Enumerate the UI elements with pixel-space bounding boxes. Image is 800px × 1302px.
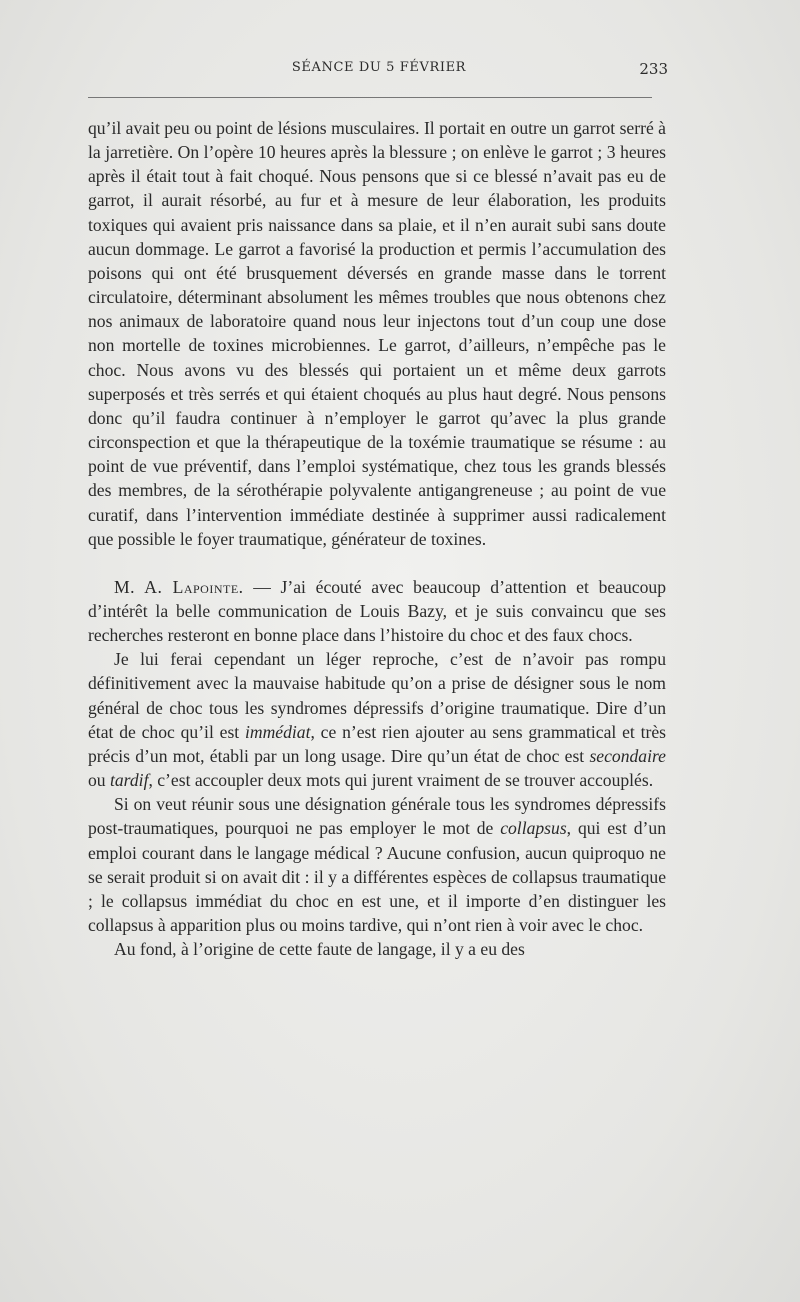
emphasis: immédiat <box>244 721 311 742</box>
speaker-name: M. A. Lapointe. <box>114 576 244 597</box>
paragraph-continuation: qu’il avait peu ou point de lésions musculaires. Il portait en outre un garrot serré à la jarretière. On l’opère 10 heures après la blessure ; on enlève le garrot ; 3 heures après il était tout à fait choqué. Nous pensons que si ce blessé n’avait pas eu de garrot, il aurait résorbé, au fur et à mesure de leur élaboration, les produits toxiques qui avaient pris naissance dans sa plaie, et il n’en aurait subi sans doute aucun dommage. Le garrot a favorisé la production et permis l’accumulation des poisons qui ont été brusquement déversés en grande masse dans le torrent circulatoire, déterminant absolument les mêmes troubles que nous obtenons chez nos animaux de laboratoire quand nous leur injectons tout d’un coup une dose non mortelle de toxines microbiennes. Le garrot, d’ailleurs, n’empêche pas le choc. Nous avons vu des blessés qui portaient un et même deux garrots superposés et très serrés et qui étaient choqués au plus haut degré. Nous pensons donc qu’il faudra continuer à n’employer le garrot qu’avec la plus grande circonspection et que la thérapeutique de la toxémie traumatique se résume : au point de vue préventif, dans l’emploi systématique, chez tous les grands blessés des membres, de la sérothérapie polyvalente antigangreneuse ; au point de vue curatif, dans l’intervention immédiate destinée à supprimer aussi radicalement que possible le foyer traumatique, générateur de toxines. <box>88 118 666 549</box>
paragraph-lapointe <box>88 575 666 647</box>
emphasis: collapsus <box>500 818 567 839</box>
paragraph-text: — J’ai écouté avec beaucoup d’attention et beaucoup d’intérêt la belle communication de Louis Bazy, et je suis convaincu que ses recherches resteront en bonne place dans l’histoire du choc et des faux chocs. <box>88 576 666 646</box>
emphasis: tardif <box>110 770 149 791</box>
paragraph-text: , c’est accoupler deux mots qui jurent vraiment de se trouver accouplés. <box>148 770 654 791</box>
emphasis: secondaire <box>589 745 666 766</box>
paragraph-text: ou <box>88 770 110 791</box>
paragraph-reproche <box>88 647 666 792</box>
body-text <box>88 116 666 961</box>
page-number: 233 <box>639 60 668 78</box>
paragraph-text: Je lui ferai cependant un léger reproche, c’est de n’avoir pas rompu définitivement avec la mauvaise habitude qu’on a prise de désigner sous le nom général de choc tous les syndromes dépressifs d’origine traumatique. Dire d’un état de choc qu’il est <box>88 649 666 742</box>
paragraph-collapsus <box>88 792 666 937</box>
paragraph-text: Si on veut réunir sous une désignation générale tous les syndromes dépressifs post-traumatiques, pourquoi ne pas employer le mot de <box>88 794 666 839</box>
paragraph-au-fond: Au fond, à l’origine de cette faute de langage, il y a eu des <box>114 939 525 960</box>
header-rule <box>88 97 652 98</box>
running-head: SÉANCE DU 5 FÉVRIER <box>291 60 467 75</box>
paragraph-text: , ce n’est rien ajouter au sens grammatical et très précis d’un mot, établi par un long usage. Dire qu’un état de choc est <box>88 721 666 766</box>
page-header <box>88 60 670 82</box>
paragraph-text: , qui est d’un emploi courant dans le langage médical ? Aucune confusion, aucun quiproquo ne se serait produit si on avait dit : il y a différentes espèces de collapsus traumatique ; le collapsus immédiat du choc en est une, et il importe d’en distinguer les collapsus à apparition plus ou moins tardive, qui n’ont rien à voir avec le choc. <box>88 818 666 935</box>
